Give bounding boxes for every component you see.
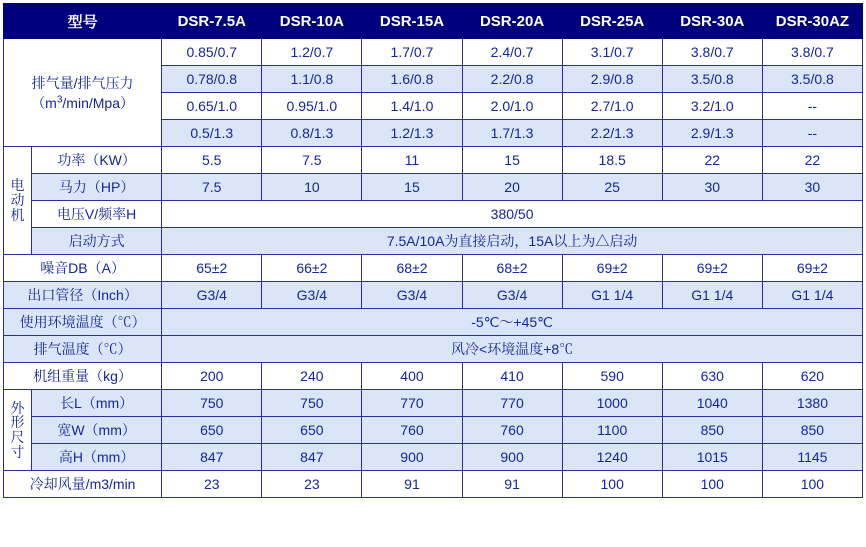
height-c2: 900 [362, 444, 462, 471]
motor-power-c5: 22 [662, 147, 762, 174]
width-c6: 850 [762, 417, 862, 444]
unit-weight-c1: 240 [262, 363, 362, 390]
noise-c6: 69±2 [762, 255, 862, 282]
unit-weight-c6: 620 [762, 363, 862, 390]
noise-c1: 66±2 [262, 255, 362, 282]
motor-hp-c3: 20 [462, 174, 562, 201]
header-model-4: DSR-25A [562, 4, 662, 39]
height-label: 高H（mm） [32, 444, 162, 471]
discharge-r2-c1: 0.95/1.0 [262, 93, 362, 120]
discharge-r3-c0: 0.5/1.3 [162, 120, 262, 147]
motor-start-label: 启动方式 [32, 228, 162, 255]
discharge-r0-c2: 1.7/0.7 [362, 39, 462, 66]
header-model-1: DSR-10A [262, 4, 362, 39]
cooling-c5: 100 [662, 471, 762, 498]
length-c2: 770 [362, 390, 462, 417]
discharge-r0-c0: 0.85/0.7 [162, 39, 262, 66]
discharge-r2-c2: 1.4/1.0 [362, 93, 462, 120]
unit-weight-c2: 400 [362, 363, 462, 390]
motor-hp-c0: 7.5 [162, 174, 262, 201]
motor-power-c3: 15 [462, 147, 562, 174]
discharge-r0-c4: 3.1/0.7 [562, 39, 662, 66]
motor-power-c0: 5.5 [162, 147, 262, 174]
outlet-c6: G1 1/4 [762, 282, 862, 309]
header-model-0: DSR-7.5A [162, 4, 262, 39]
discharge-r3-c1: 0.8/1.3 [262, 120, 362, 147]
discharge-r3-c2: 1.2/1.3 [362, 120, 462, 147]
unit-weight-c4: 590 [562, 363, 662, 390]
height-c3: 900 [462, 444, 562, 471]
discharge-label-line1: 排气量/排气压力 [31, 74, 134, 91]
discharge-r1-c1: 1.1/0.8 [262, 66, 362, 93]
noise-c5: 69±2 [662, 255, 762, 282]
header-model-label: 型号 [4, 4, 162, 39]
length-c0: 750 [162, 390, 262, 417]
noise-c4: 69±2 [562, 255, 662, 282]
length-c5: 1040 [662, 390, 762, 417]
table-row [4, 201, 863, 228]
header-model-2: DSR-15A [362, 4, 462, 39]
motor-hp-c6: 30 [762, 174, 862, 201]
width-c0: 650 [162, 417, 262, 444]
motor-vertical-char-2: 机 [10, 206, 25, 223]
motor-vertical-char-1: 动 [10, 192, 25, 209]
table-row [4, 282, 863, 309]
unit-weight-c3: 410 [462, 363, 562, 390]
length-label: 长L（mm） [32, 390, 162, 417]
outlet-label: 出口管径（Inch） [4, 282, 162, 309]
discharge-label-line2: $(m^3/\min/Mpa)$ [31, 93, 134, 111]
discharge-r0-c1: 1.2/0.7 [262, 39, 362, 66]
specification-table [3, 3, 863, 498]
cooling-label: 冷却风量/m3/min [4, 471, 162, 498]
width-c3: 760 [462, 417, 562, 444]
motor-hp-label: 马力（HP） [32, 174, 162, 201]
height-c4: 1240 [562, 444, 662, 471]
table-row [4, 444, 863, 471]
table-row [4, 147, 863, 174]
dimensions-vertical-char-1: 形 [10, 414, 25, 431]
table-row [4, 174, 863, 201]
header-model-3: DSR-20A [462, 4, 562, 39]
cooling-c3: 91 [462, 471, 562, 498]
length-c1: 750 [262, 390, 362, 417]
discharge-r1-c3: 2.2/0.8 [462, 66, 562, 93]
motor-start-value: 7.5A/10A为直接启动，15A以上为△启动 [162, 228, 863, 255]
length-c4: 1000 [562, 390, 662, 417]
discharge-temp-value: 风冷<环境温度+8℃ [162, 336, 863, 363]
width-label: 宽W（mm） [32, 417, 162, 444]
table-row [4, 471, 863, 498]
dimensions-vertical-char-3: 寸 [10, 443, 25, 460]
discharge-r2-c6: -- [762, 93, 862, 120]
length-c6: 1380 [762, 390, 862, 417]
motor-power-label: 功率（KW） [32, 147, 162, 174]
table-row [4, 417, 863, 444]
discharge-r1-c0: 0.78/0.8 [162, 66, 262, 93]
discharge-r0-c3: 2.4/0.7 [462, 39, 562, 66]
discharge-r1-c2: 1.6/0.8 [362, 66, 462, 93]
cooling-c1: 23 [262, 471, 362, 498]
width-c4: 1100 [562, 417, 662, 444]
length-c3: 770 [462, 390, 562, 417]
unit-weight-c0: 200 [162, 363, 262, 390]
table-row [4, 363, 863, 390]
discharge-r3-c6: -- [762, 120, 862, 147]
discharge-label [4, 39, 162, 147]
table-header-row [4, 4, 863, 39]
noise-label: 噪音DB（A） [4, 255, 162, 282]
discharge-r2-c3: 2.0/1.0 [462, 93, 562, 120]
table-row [4, 255, 863, 282]
cooling-c6: 100 [762, 471, 862, 498]
outlet-c1: G3/4 [262, 282, 362, 309]
outlet-c5: G1 1/4 [662, 282, 762, 309]
spec-sheet [0, 3, 866, 547]
width-c5: 850 [662, 417, 762, 444]
discharge-r2-c0: 0.65/1.0 [162, 93, 262, 120]
cooling-c2: 91 [362, 471, 462, 498]
motor-power-c2: 11 [362, 147, 462, 174]
width-c2: 760 [362, 417, 462, 444]
height-c5: 1015 [662, 444, 762, 471]
noise-c3: 68±2 [462, 255, 562, 282]
motor-voltage-label: 电压V/频率H [32, 201, 162, 228]
outlet-c3: G3/4 [462, 282, 562, 309]
discharge-r0-c5: 3.8/0.7 [662, 39, 762, 66]
discharge-r1-c5: 3.5/0.8 [662, 66, 762, 93]
cooling-c4: 100 [562, 471, 662, 498]
cooling-c0: 23 [162, 471, 262, 498]
discharge-r3-c3: 1.7/1.3 [462, 120, 562, 147]
width-c1: 650 [262, 417, 362, 444]
header-model-6: DSR-30AZ [762, 4, 862, 39]
unit-weight-label: 机组重量（kg） [4, 363, 162, 390]
discharge-r1-c4: 2.9/0.8 [562, 66, 662, 93]
unit-weight-c5: 630 [662, 363, 762, 390]
discharge-r2-c4: 2.7/1.0 [562, 93, 662, 120]
ambient-temp-label: 使用环境温度（℃） [4, 309, 162, 336]
outlet-c2: G3/4 [362, 282, 462, 309]
ambient-temp-value: -5℃～+45℃ [162, 309, 863, 336]
discharge-r3-c4: 2.2/1.3 [562, 120, 662, 147]
table-row [4, 39, 863, 66]
motor-voltage-value: 380/50 [162, 201, 863, 228]
header-model-5: DSR-30A [662, 4, 762, 39]
outlet-c4: G1 1/4 [562, 282, 662, 309]
dimensions-vertical-char-0: 外 [10, 399, 25, 416]
discharge-r3-c5: 2.9/1.3 [662, 120, 762, 147]
discharge-r1-c6: 3.5/0.8 [762, 66, 862, 93]
table-row [4, 228, 863, 255]
outlet-c0: G3/4 [162, 282, 262, 309]
height-c6: 1145 [762, 444, 862, 471]
discharge-temp-label: 排气温度（℃） [4, 336, 162, 363]
table-row [4, 336, 863, 363]
discharge-r2-c5: 3.2/1.0 [662, 93, 762, 120]
dimensions-vertical-char-2: 尺 [10, 429, 25, 445]
table-row [4, 309, 863, 336]
motor-power-c1: 7.5 [262, 147, 362, 174]
motor-hp-c1: 10 [262, 174, 362, 201]
height-c0: 847 [162, 444, 262, 471]
motor-hp-c5: 30 [662, 174, 762, 201]
motor-hp-c2: 15 [362, 174, 462, 201]
motor-hp-c4: 25 [562, 174, 662, 201]
discharge-r0-c6: 3.8/0.7 [762, 39, 862, 66]
motor-vertical-label [4, 147, 32, 255]
motor-power-c4: 18.5 [562, 147, 662, 174]
motor-power-c6: 22 [762, 147, 862, 174]
noise-c2: 68±2 [362, 255, 462, 282]
motor-vertical-char-0: 电 [10, 177, 25, 194]
height-c1: 847 [262, 444, 362, 471]
dimensions-vertical-label [4, 390, 32, 471]
table-row [4, 390, 863, 417]
noise-c0: 65±2 [162, 255, 262, 282]
